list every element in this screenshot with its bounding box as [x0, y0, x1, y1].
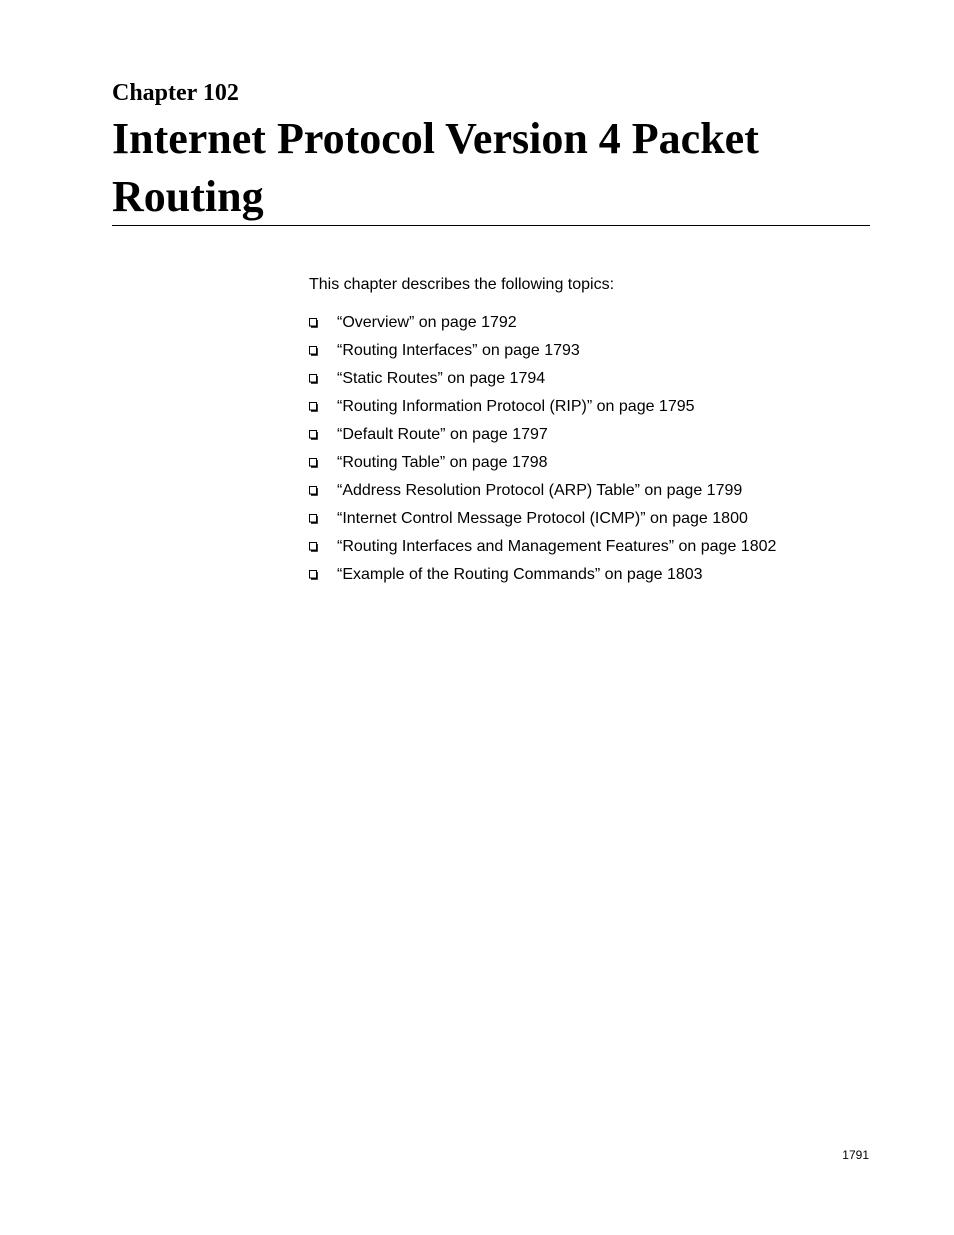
title-divider: [112, 225, 870, 226]
topic-link[interactable]: “Example of the Routing Commands” on page 1803: [337, 566, 703, 583]
checkbox-square-icon: [309, 318, 318, 328]
topic-link[interactable]: “Default Route” on page 1797: [337, 426, 548, 443]
topic-link[interactable]: “Routing Interfaces and Management Features” on page 1802: [337, 538, 777, 555]
checkbox-square-icon: [309, 374, 318, 384]
page-title: Internet Protocol Version 4 Packet Routing: [112, 114, 759, 221]
list-item[interactable]: [309, 537, 776, 565]
checkbox-square-icon: [309, 486, 318, 496]
list-item[interactable]: [309, 453, 776, 481]
list-item[interactable]: [309, 509, 776, 537]
list-item[interactable]: [309, 341, 776, 369]
checkbox-square-icon: [309, 430, 318, 440]
list-item[interactable]: [309, 369, 776, 397]
checkbox-square-icon: [309, 458, 318, 468]
checkbox-square-icon: [309, 402, 318, 412]
intro-text: This chapter describes the following topics:: [309, 276, 615, 293]
list-item[interactable]: [309, 481, 776, 509]
checkbox-square-icon: [309, 346, 318, 356]
topic-link[interactable]: “Routing Information Protocol (RIP)” on page 1795: [337, 398, 695, 415]
topic-link[interactable]: “Routing Table” on page 1798: [337, 454, 548, 471]
chapter-label: Chapter 102: [112, 80, 239, 106]
checkbox-square-icon: [309, 514, 318, 524]
topic-list: [309, 313, 776, 593]
list-item[interactable]: [309, 397, 776, 425]
checkbox-square-icon: [309, 542, 318, 552]
topic-link[interactable]: “Address Resolution Protocol (ARP) Table” on page 1799: [337, 482, 743, 499]
page-number: 1791: [842, 1148, 869, 1162]
topic-link[interactable]: “Static Routes” on page 1794: [337, 370, 546, 387]
list-item[interactable]: [309, 425, 776, 453]
checkbox-square-icon: [309, 570, 318, 580]
topic-link[interactable]: “Routing Interfaces” on page 1793: [337, 342, 580, 359]
topic-link[interactable]: “Overview” on page 1792: [337, 314, 517, 331]
list-item[interactable]: [309, 565, 776, 593]
list-item[interactable]: [309, 313, 776, 341]
topic-link[interactable]: “Internet Control Message Protocol (ICMP)” on page 1800: [337, 510, 748, 527]
